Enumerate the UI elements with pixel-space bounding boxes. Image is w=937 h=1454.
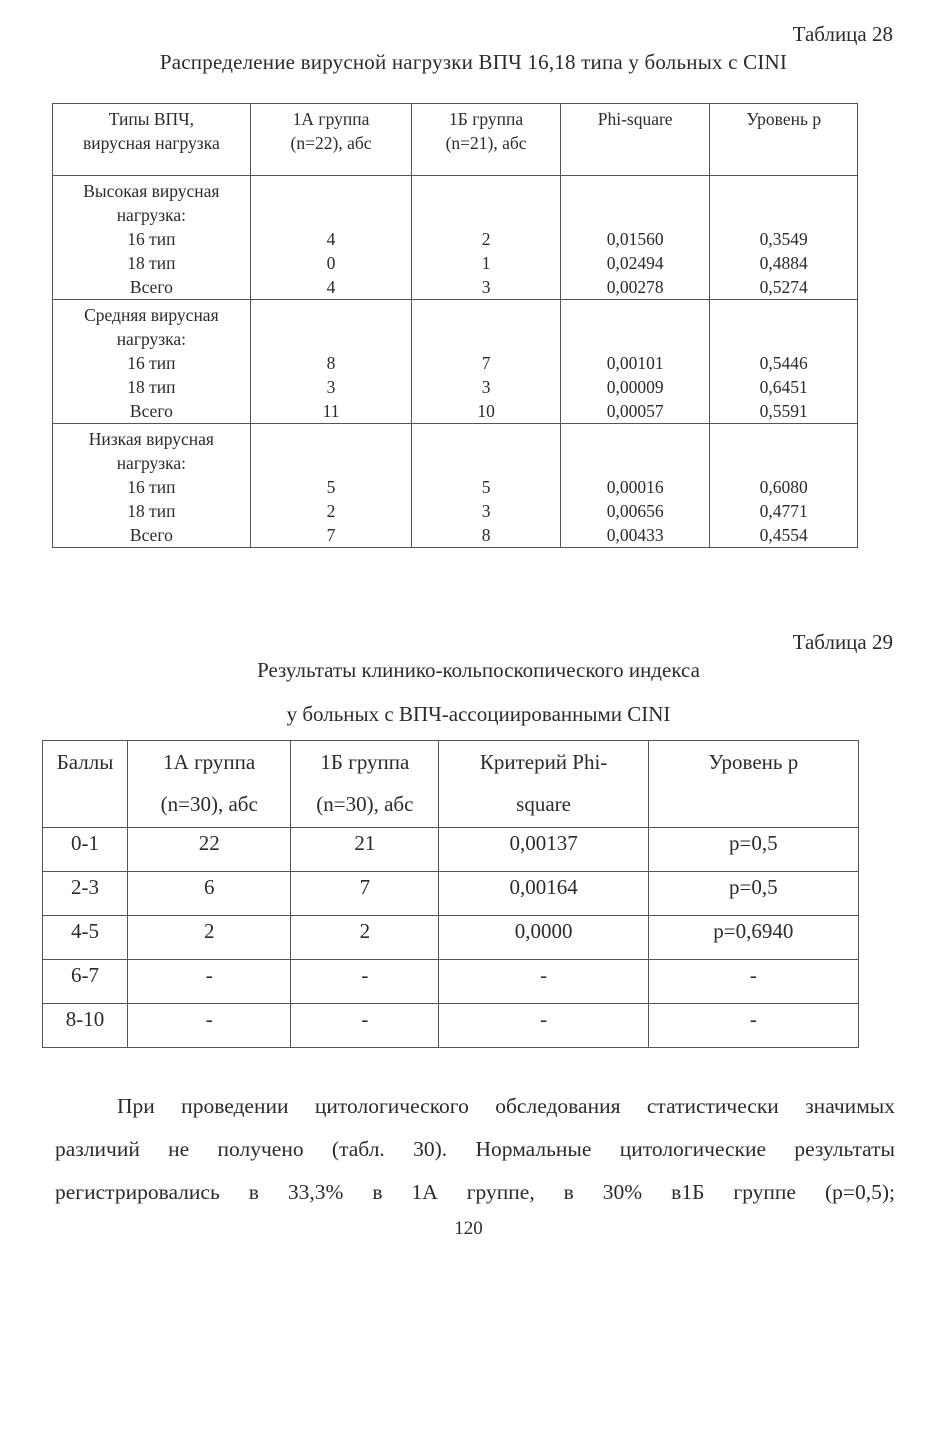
table-cell bbox=[53, 176, 251, 300]
header-cell-line: Уровень p bbox=[708, 750, 799, 774]
table-cell: 21 bbox=[291, 828, 439, 872]
cell-value: 0,01560 bbox=[606, 229, 664, 249]
table-cell bbox=[250, 300, 412, 424]
table-cell: 0,0000 bbox=[439, 916, 648, 960]
table-cell bbox=[710, 424, 858, 548]
header-cell bbox=[128, 741, 291, 828]
table-row-group bbox=[53, 176, 858, 300]
table-cell bbox=[560, 300, 710, 424]
spacer bbox=[251, 179, 412, 203]
header-cell-line: (n=21), абс bbox=[445, 133, 527, 153]
spacer bbox=[561, 327, 710, 351]
spacer bbox=[561, 303, 710, 327]
cell-value: 0,00009 bbox=[606, 377, 664, 397]
table-cell: 6 bbox=[128, 872, 291, 916]
cell-value: 0,00101 bbox=[606, 353, 664, 373]
table-cell bbox=[560, 424, 710, 548]
table-cell: 0,00164 bbox=[439, 872, 648, 916]
cell-value: 7 bbox=[481, 353, 491, 373]
cell-value: 16 тип bbox=[127, 353, 176, 373]
cell-value: Всего bbox=[129, 401, 173, 421]
cell-value: 0,3549 bbox=[759, 229, 808, 249]
paragraph-line: различий не получено (табл. 30). Нормальные цитологические результаты bbox=[55, 1137, 895, 1161]
table-cell: 0,00137 bbox=[439, 828, 648, 872]
table-cell: 7 bbox=[291, 872, 439, 916]
table-cell bbox=[250, 176, 412, 300]
header-cell-line: 1Б группа bbox=[320, 750, 410, 774]
spacer bbox=[251, 303, 412, 327]
header-cell-line: Типы ВПЧ, bbox=[108, 109, 194, 129]
header-cell-line: Баллы bbox=[56, 750, 114, 774]
cell-value: 8 bbox=[481, 525, 491, 545]
group-name-line: нагрузка: bbox=[116, 453, 187, 473]
table-cell: 4-5 bbox=[43, 916, 128, 960]
cell-value: 16 тип bbox=[127, 229, 176, 249]
cell-value: 5 bbox=[481, 477, 491, 497]
header-cell bbox=[560, 104, 710, 176]
header-cell-line: 1Б группа bbox=[449, 109, 524, 129]
cell-value: 1 bbox=[481, 253, 491, 273]
body-paragraph bbox=[55, 1085, 895, 1214]
cell-value: 10 bbox=[477, 401, 495, 421]
header-cell-line: Критерий Phi- bbox=[479, 750, 608, 774]
table-cell: 6-7 bbox=[43, 960, 128, 1004]
spacer bbox=[710, 427, 857, 451]
cell-value: 11 bbox=[322, 401, 340, 421]
table-28-title: Распределение вирусной нагрузки ВПЧ 16,18 типа у больных с CINI bbox=[159, 50, 788, 74]
table-cell bbox=[412, 300, 561, 424]
cell-value: 5 bbox=[326, 477, 336, 497]
cell-value: 0,00278 bbox=[606, 277, 664, 297]
table-cell bbox=[710, 176, 858, 300]
table-cell: - bbox=[128, 1004, 291, 1048]
spacer bbox=[412, 427, 560, 451]
cell-value: 0,5591 bbox=[759, 401, 808, 421]
cell-value: 3 bbox=[326, 377, 336, 397]
spacer bbox=[412, 327, 560, 351]
cell-value: 0,4884 bbox=[759, 253, 808, 273]
header-cell-line: Уровень p bbox=[746, 109, 822, 129]
header-cell bbox=[250, 104, 412, 176]
header-cell-line: 1А группа bbox=[292, 109, 370, 129]
table-cell: 2 bbox=[128, 916, 291, 960]
header-cell-line: (n=30), абс bbox=[316, 792, 414, 816]
header-cell-line: (n=30), абс bbox=[160, 792, 258, 816]
table-28 bbox=[52, 103, 858, 548]
spacer bbox=[251, 451, 412, 475]
cell-value: 2 bbox=[481, 229, 491, 249]
table-cell: - bbox=[648, 960, 858, 1004]
spacer bbox=[561, 179, 710, 203]
cell-value: 0,00016 bbox=[606, 477, 664, 497]
table-cell: p=0,5 bbox=[648, 872, 858, 916]
table-cell: 2-3 bbox=[43, 872, 128, 916]
table-cell bbox=[560, 176, 710, 300]
cell-value: 0,5446 bbox=[759, 353, 808, 373]
cell-value: 0,4771 bbox=[759, 501, 808, 521]
table-cell: p=0,6940 bbox=[648, 916, 858, 960]
spacer bbox=[710, 327, 857, 351]
table-row-group bbox=[53, 424, 858, 548]
header-cell-line: вирусная нагрузка bbox=[83, 133, 220, 153]
group-name-line: Низкая вирусная bbox=[88, 429, 214, 449]
table-cell bbox=[412, 176, 561, 300]
table-row bbox=[43, 960, 859, 1004]
header-cell bbox=[53, 104, 251, 176]
spacer bbox=[710, 203, 857, 227]
spacer bbox=[561, 427, 710, 451]
cell-value: 0,00057 bbox=[606, 401, 664, 421]
cell-value: 0,02494 bbox=[606, 253, 664, 273]
cell-value: 0,00656 bbox=[606, 501, 664, 521]
spacer bbox=[412, 303, 560, 327]
cell-value: 2 bbox=[326, 501, 336, 521]
header-cell-line: square bbox=[516, 792, 571, 816]
spacer bbox=[251, 327, 412, 351]
table-29-title-line2: у больных с ВПЧ-ассоциированными CINI bbox=[286, 702, 671, 726]
cell-value: 16 тип bbox=[127, 477, 176, 497]
group-name-line: нагрузка: bbox=[116, 205, 187, 225]
cell-value: 8 bbox=[326, 353, 336, 373]
cell-value: 7 bbox=[326, 525, 336, 545]
cell-value: Всего bbox=[129, 277, 173, 297]
spacer bbox=[412, 451, 560, 475]
table-cell: - bbox=[439, 1004, 648, 1048]
table-cell bbox=[710, 300, 858, 424]
table-29 bbox=[42, 740, 859, 1048]
cell-value: 4 bbox=[326, 229, 336, 249]
header-cell bbox=[648, 741, 858, 828]
table-cell: - bbox=[439, 960, 648, 1004]
table-row bbox=[43, 1004, 859, 1048]
spacer bbox=[710, 179, 857, 203]
spacer bbox=[412, 179, 560, 203]
table-cell: - bbox=[128, 960, 291, 1004]
table-cell bbox=[412, 424, 561, 548]
table-cell: 2 bbox=[291, 916, 439, 960]
table-cell bbox=[53, 424, 251, 548]
cell-value: 18 тип bbox=[127, 501, 176, 521]
group-name-line: Высокая вирусная bbox=[83, 181, 220, 201]
header-cell-line: Phi-square bbox=[597, 109, 673, 129]
table-row bbox=[43, 828, 859, 872]
cell-value: 0 bbox=[326, 253, 336, 273]
table-cell bbox=[250, 424, 412, 548]
group-name-line: нагрузка: bbox=[116, 329, 187, 349]
table-cell: - bbox=[291, 960, 439, 1004]
table-header-row bbox=[53, 104, 858, 176]
spacer bbox=[412, 203, 560, 227]
cell-value: 0,6080 bbox=[759, 477, 808, 497]
cell-value: 0,4554 bbox=[759, 525, 808, 545]
cell-value: 3 bbox=[481, 377, 491, 397]
header-cell bbox=[412, 104, 561, 176]
table-cell bbox=[53, 300, 251, 424]
table-cell: p=0,5 bbox=[648, 828, 858, 872]
spacer bbox=[251, 427, 412, 451]
table-cell: - bbox=[648, 1004, 858, 1048]
paragraph-line: регистрировались в 33,3% в 1А группе, в 30% в1Б группе (p=0,5); bbox=[55, 1180, 895, 1204]
table-29-title-line1: Результаты клинико-кольпоскопического индекса bbox=[257, 658, 700, 682]
cell-value: 0,6451 bbox=[759, 377, 808, 397]
cell-value: 0,00433 bbox=[606, 525, 664, 545]
cell-value: 18 тип bbox=[127, 377, 176, 397]
paragraph-line: При проведении цитологического обследования статистически значимых bbox=[117, 1094, 895, 1118]
table-cell: 22 bbox=[128, 828, 291, 872]
spacer bbox=[561, 203, 710, 227]
cell-value: 0,5274 bbox=[759, 277, 808, 297]
header-cell bbox=[710, 104, 858, 176]
cell-value: 18 тип bbox=[127, 253, 176, 273]
table-cell: 8-10 bbox=[43, 1004, 128, 1048]
header-cell bbox=[439, 741, 648, 828]
header-cell-line: (n=22), абс bbox=[290, 133, 372, 153]
cell-value: 4 bbox=[326, 277, 336, 297]
cell-value: 3 bbox=[481, 501, 491, 521]
table-cell: 0-1 bbox=[43, 828, 128, 872]
spacer bbox=[710, 451, 857, 475]
table-29-label: Таблица 29 bbox=[792, 630, 893, 654]
spacer bbox=[251, 203, 412, 227]
table-row bbox=[43, 872, 859, 916]
cell-value: 3 bbox=[481, 277, 491, 297]
page-number: 120 bbox=[454, 1218, 483, 1239]
cell-value: Всего bbox=[129, 525, 173, 545]
table-cell: - bbox=[291, 1004, 439, 1048]
header-cell bbox=[291, 741, 439, 828]
table-row bbox=[43, 916, 859, 960]
table-row-group bbox=[53, 300, 858, 424]
table-header-row bbox=[43, 741, 859, 828]
table-28-label: Таблица 28 bbox=[792, 22, 893, 46]
spacer bbox=[710, 303, 857, 327]
header-cell bbox=[43, 741, 128, 828]
group-name-line: Средняя вирусная bbox=[84, 305, 219, 325]
spacer bbox=[561, 451, 710, 475]
header-cell-line: 1А группа bbox=[163, 750, 256, 774]
